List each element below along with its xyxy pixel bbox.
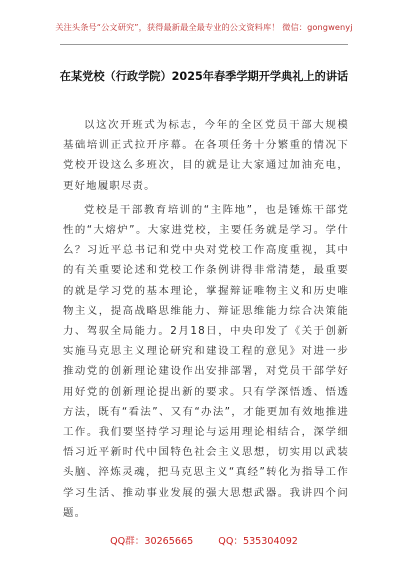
header-divider bbox=[60, 44, 348, 45]
document-title: 在某党校（行政学院）2025年春季学期开学典礼上的讲话 bbox=[59, 70, 349, 83]
document-body bbox=[63, 115, 349, 527]
paragraph-1: 以这次开班式为标志，今年的全区党员干部大规模基础培训正式拉开序幕。在各项任务十分繁重的情况下党校开设这么多班次，目的就是让大家通过加油充电，更好地履职尽责。 bbox=[63, 119, 349, 192]
footer-contact bbox=[0, 533, 408, 547]
footer-qq-group: QQ群：30265665 bbox=[110, 536, 194, 547]
footer-qq: QQ：535304092 bbox=[218, 536, 298, 547]
paragraph-2: 党校是干部教育培训的“主阵地”，也是锤炼干部党性的“大熔炉”。大家进党校，主要任务就是学习。学什么？习近平总书记和党中央对党校工作高度重视，其中的有关重要论述和党校工作条例讲得非常清楚，最重要的就是学习党的基本理论，掌握辩证唯物主义和历史唯物主义，提高战略思维能力、辩证思维能力综合决策能力、驾驭全局能力。2月18日，中央印发了《关于创新实施马克思主义理论研究和建设工程的意见》对进一步推动党的创新理论建设作出安排部署，对党员干部学好用好党的创新理论提出新的要求。只有学深悟透、悟透方法，既有“看法”、又有“办法”，才能更加有效地推进工作。我们要坚持学习理论与运用理论相结合，深学细悟习近平新时代中国特色社会主义思想，切实用以武装头脑、淬炼灵魂，把马克思主义“真经”转化为指导工作学习生活、推动事业发展的强大思想武器。我讲四个问题。 bbox=[63, 203, 349, 519]
header-banner: 关注头条号“公文研究”，获得最新最全最专业的公文资料库！ 微信：gongwenyj bbox=[55, 22, 353, 32]
